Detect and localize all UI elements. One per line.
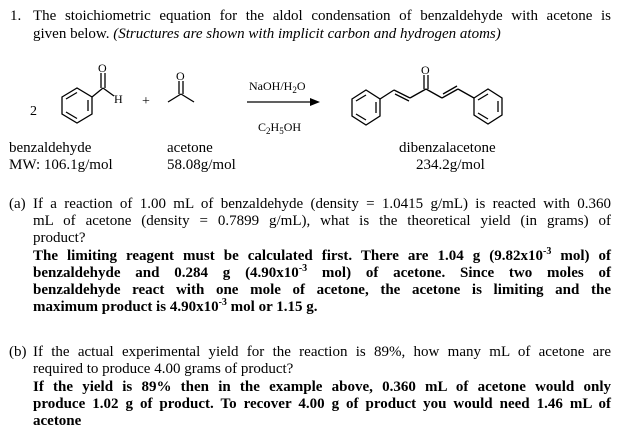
benzaldehyde-hydrogen: H <box>114 92 123 106</box>
dibenzalacetone-structure <box>352 75 502 125</box>
part-a-ans-line1: The limiting reagent must be calculated first. There are 1.04 g ($9.82x10^{-3}$ mol) of <box>33 246 611 264</box>
part-b-ans-line3: acetone <box>33 413 82 429</box>
benzaldehyde-name: benzaldehyde <box>9 140 92 156</box>
part-b-question <box>33 344 611 378</box>
question-intro-line2 <box>33 26 613 43</box>
benzaldehyde-mw: MW: 106.1g/mol <box>9 157 113 173</box>
part-b-ans-line1: If the yield is 89% then in the example above, 0.360 mL of acetone would only <box>33 379 611 395</box>
plus-sign: + <box>142 94 150 109</box>
reaction-scheme <box>0 55 628 145</box>
intro-italic: (Structures are shown with implicit carbon and hydrogen atoms) <box>113 26 501 42</box>
part-b-label: (b) <box>9 344 27 360</box>
part-b-q-line2: required to produce 4.00 grams of product? <box>33 361 294 377</box>
benzaldehyde-structure <box>62 73 114 123</box>
part-a-q-line2: mL of acetone (density = 0.7899 g/mL), what is the theoretical yield (in grams) of <box>33 213 611 229</box>
part-a-q-line1: If a reaction of 1.00 mL of benzaldehyde (density = 1.0415 g/mL) is reacted with 0.360 <box>33 196 611 212</box>
part-b-q-line1: If the actual experimental yield for the reaction is 89%, how many mL of acetone are <box>33 344 611 360</box>
dba-oxygen: O <box>421 63 430 77</box>
acetone-mw: 58.08g/mol <box>167 157 236 173</box>
part-a-ans-line2: benzaldehyde and 0.284 g ($4.90x10^{-3}$ mol) of acetone. Since two moles of <box>33 263 611 281</box>
acetone-structure <box>168 81 194 102</box>
dba-mw: 234.2g/mol <box>416 157 485 173</box>
acetone-name: acetone <box>167 140 213 156</box>
benzaldehyde-oxygen: O <box>98 61 107 75</box>
part-a-q-line3: product? <box>33 230 86 246</box>
part-a-question <box>33 196 611 247</box>
part-a-answer <box>33 248 611 316</box>
part-a-label: (a) <box>9 196 26 212</box>
dba-name: dibenzalacetone <box>399 140 496 156</box>
reagent-bottom: $C_2H_5OH$ <box>258 120 302 136</box>
question-intro-line1: The stoichiometric equation for the aldol condensation of benzaldehyde with acetone is <box>33 8 611 24</box>
coefficient-text: 2 <box>30 104 37 119</box>
part-b-ans-line2: produce 1.02 g of product. To recover 4.00 g of product you would need 1.46 mL of <box>33 396 611 412</box>
question-number: 1. <box>10 8 22 24</box>
reagent-top: NaOH/$H_2O$ <box>249 79 306 95</box>
acetone-oxygen: O <box>176 69 185 83</box>
part-a-ans-line3: benzaldehyde react with one mole of acetone, the acetone is limiting and the <box>33 282 611 298</box>
part-b-answer <box>33 379 611 430</box>
part-a-ans-line4: maximum product is $4.90x10^{-3}$ mol or 1.15 g. <box>33 297 318 315</box>
reaction-arrow <box>247 98 320 106</box>
intro-plain: given below. <box>33 26 110 42</box>
